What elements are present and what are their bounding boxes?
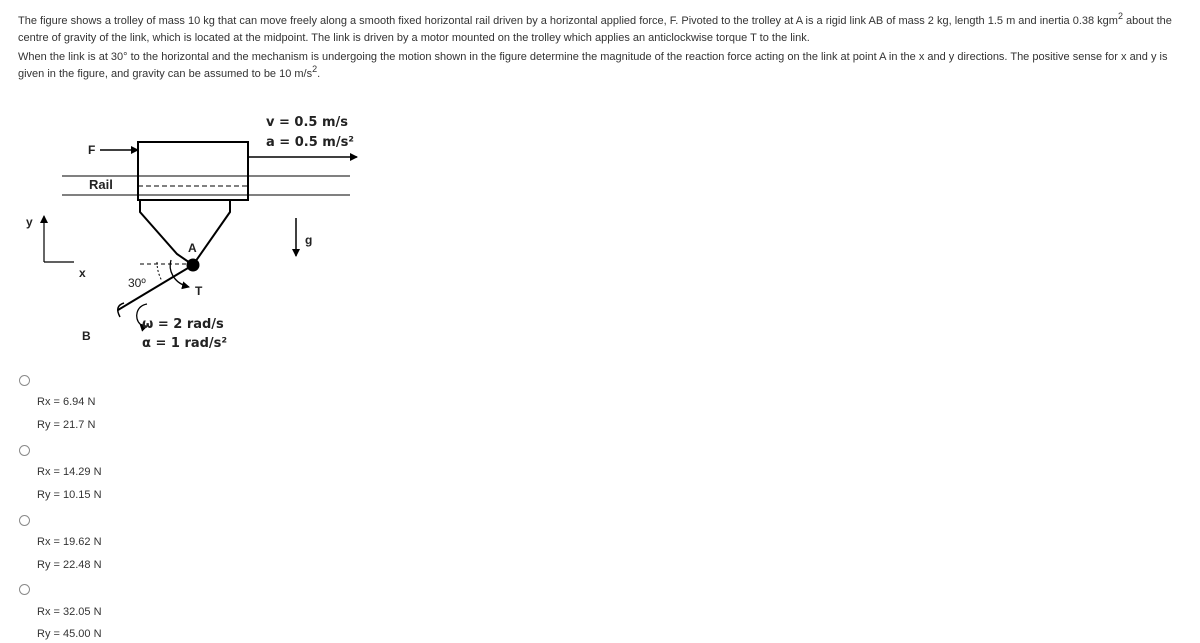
- option-radio-1[interactable]: [19, 375, 30, 386]
- point-b-label: B: [82, 329, 91, 343]
- force-label: F: [88, 143, 96, 157]
- torque-label: T: [195, 284, 203, 298]
- option-ry: Ry = 21.7 N: [37, 419, 96, 431]
- option-radio-4[interactable]: [19, 584, 30, 595]
- point-a-label: A: [188, 241, 197, 255]
- question-text: .: [317, 68, 321, 80]
- rail-label: Rail: [89, 177, 113, 192]
- velocity-label: v = 0.5 m/s: [266, 115, 349, 130]
- angle-label: 30º: [128, 276, 146, 290]
- superscript: 2: [312, 64, 318, 74]
- option-ry: Ry = 45.00 N: [37, 628, 102, 640]
- superscript: 2: [1117, 11, 1123, 21]
- option-ry: Ry = 22.48 N: [37, 559, 102, 571]
- x-axis-label: x: [79, 266, 86, 280]
- y-axis-label: y: [26, 215, 33, 229]
- option-radio-2[interactable]: [19, 445, 30, 456]
- question-text: The figure shows a trolley of mass 10 kg that can move freely along a smooth fixed horizontal rail driven by a horizontal applied force, F. Pivoted to the trolley at A is a rigid link AB of mass 2 kg, length 1.5 m and inertia 0.38 kgm: [18, 15, 1118, 27]
- angle-arc: [157, 262, 162, 281]
- option-rx: Rx = 32.05 N: [37, 606, 102, 618]
- omega-label: ω = 2 rad/s: [142, 317, 224, 332]
- option-rx: Rx = 6.94 N: [37, 396, 96, 408]
- option-rx: Rx = 19.62 N: [37, 536, 102, 548]
- option-ry: Ry = 10.15 N: [37, 489, 102, 501]
- option-rx: Rx = 14.29 N: [37, 466, 102, 478]
- option-radio-3[interactable]: [19, 515, 30, 526]
- acceleration-label: a = 0.5 m/s²: [266, 135, 354, 150]
- gravity-label: g: [305, 233, 313, 247]
- alpha-label: α = 1 rad/s²: [142, 336, 228, 351]
- pivot-bracket: [140, 200, 230, 265]
- question-text: When the link is at 30° to the horizontal and the mechanism is undergoing the motion shown in the figure determine the magnitude of the reaction force acting on the link at point A in the x and y directions. The positive sense for x and y is given in the figure, and gravity can be assumed to be 10 m/s: [18, 51, 1168, 80]
- question-text: about the centre of gravity of the link, which is located at the midpoint. The link is driven by a motor mounted on the trolley which applies an anticlockwise torque T to the link.: [18, 15, 1172, 44]
- trolley-body: [138, 142, 248, 200]
